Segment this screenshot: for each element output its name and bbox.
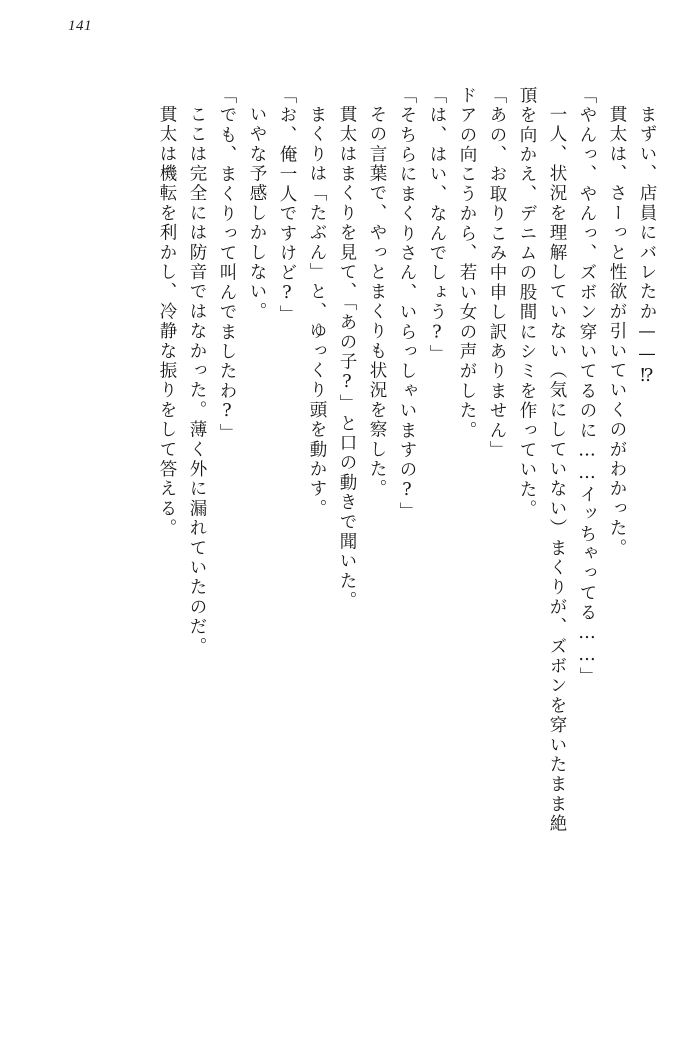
text-line: 頂を向かえ、デニムの股間にシミを作っていた。 xyxy=(517,86,537,520)
text-line: 貫太は機転を利かし、冷静な振りをして答える。 xyxy=(157,105,177,539)
vertical-body-text xyxy=(40,86,655,1006)
text-line: 貫太はまくりを見て、「あの子?」と口の動きで聞いた。 xyxy=(337,105,357,611)
text-line: ここは完全には防音ではなかった。薄く外に漏れていたのだ。 xyxy=(187,105,207,657)
text-line: その言葉で、やっとまくりも状況を察した。 xyxy=(367,105,387,499)
text-line: 「でも、まくりって叫んでましたわ?」 xyxy=(217,86,237,444)
text-line: 貫太は、さーっと性欲が引いていくのがわかった。 xyxy=(607,105,627,559)
text-line: 「やんっ、やんっ、ズボン穿いてるのに……イッちゃってる……」 xyxy=(577,86,597,687)
page-number: 141 xyxy=(68,18,92,34)
text-line: 「は、はい、なんでしょう?」 xyxy=(427,86,447,365)
text-line: 「あの、お取りこみ中申し訳ありません」 xyxy=(487,86,507,461)
text-line: ドアの向こうから、若い女の声がした。 xyxy=(457,86,477,441)
text-line: まずい、店員にバレたか——⁉ xyxy=(637,105,657,389)
text-line: 「お、俺一人ですけど?」 xyxy=(277,86,297,325)
text-line: 「そちらにまくりさん、いらっしゃいますの?」 xyxy=(397,86,417,522)
text-line: 一人、状況を理解していない（気にしていない）まくりが、ズボンを穿いたまま絶 xyxy=(547,105,567,834)
text-line: いやな予感しかしない。 xyxy=(247,105,267,322)
text-line: まくりは「たぶん」と、ゆっくり頭を動かす。 xyxy=(307,105,327,519)
